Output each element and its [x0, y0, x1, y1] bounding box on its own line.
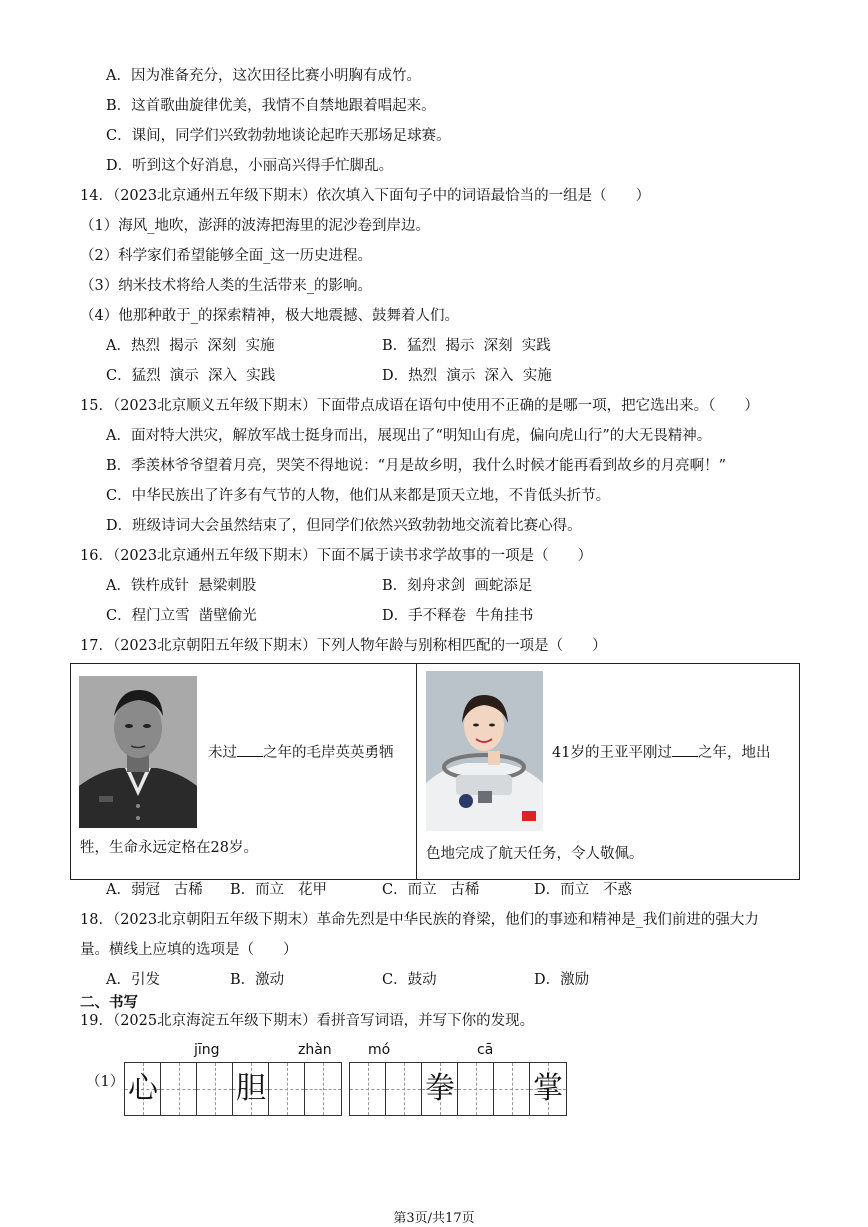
- q19-stem: 19．（2025北京海淀五年级下期末）看拼音写词语，并写下你的发现。: [80, 1013, 535, 1029]
- q18-option-d: D．激励: [534, 972, 590, 988]
- writing-cell[interactable]: [386, 1063, 422, 1115]
- q19-pinyin-4: cā: [477, 1042, 494, 1058]
- q16-option-a: A．铁杵成针 悬梁刺股: [106, 578, 257, 594]
- q17-table-divider: [416, 663, 417, 880]
- q18-option-c: C．鼓动: [382, 972, 437, 988]
- q15-option-c: C．中华民族出了许多有气节的人物，他们从来都是顶天立地，不肯低头折节。: [106, 488, 611, 504]
- q16-stem: 16．（2023北京通州五年级下期末）下面不属于读书求学故事的一项是（ ）: [80, 548, 593, 564]
- q19-label: （1）: [86, 1074, 125, 1090]
- q17-stem: 17．（2023北京朝阳五年级下期末）下列人物年龄与别称相匹配的一项是（ ）: [80, 638, 607, 654]
- q17-right-blank: [672, 742, 698, 757]
- q19-pinyin-2: zhàn: [298, 1042, 332, 1058]
- writing-cell[interactable]: [161, 1063, 197, 1115]
- q15-option-d: D．班级诗词大会虽然结束了，但同学们依然兴致勃勃地交流着比赛心得。: [106, 518, 582, 534]
- q19-pinyin-1: jīng: [194, 1042, 220, 1058]
- q17-option-c: C．而立 古稀: [382, 882, 480, 898]
- q17-left-blank: [237, 742, 263, 757]
- q13-option-d: D．听到这个好消息，小丽高兴得手忙脚乱。: [106, 158, 394, 174]
- q14-option-c: C．猛烈 演示 深入 实践: [106, 368, 276, 384]
- q14-sentence-1: （1）海风_地吹，澎湃的波涛把海里的泥沙卷到岸边。: [80, 218, 430, 234]
- q18-stem-line1: 18．（2023北京朝阳五年级下期末）革命先烈是中华民族的脊梁，他们的事迹和精神是_我们前进的强大力: [80, 912, 759, 928]
- q19-char-1: 心: [128, 1071, 158, 1106]
- q19-pinyin-3: mó: [368, 1042, 391, 1058]
- q19-char-2: 胆: [236, 1071, 266, 1106]
- q17-left-pre: 未过: [208, 745, 237, 761]
- q13-option-c: C．课间，同学们兴致勃勃地谈论起昨天那场足球赛。: [106, 128, 451, 144]
- q17-right-pre: 41岁的王亚平刚过: [552, 745, 672, 761]
- q18-option-b: B．激动: [230, 972, 285, 988]
- q18-option-a: A．引发: [106, 972, 160, 988]
- q14-stem: 14．（2023北京通州五年级下期末）依次填入下面句子中的词语最恰当的一组是（ ）: [80, 188, 651, 204]
- section-2-title: 二、书写: [80, 995, 138, 1011]
- q14-option-b: B．猛烈 揭示 深刻 实践: [382, 338, 551, 354]
- q17-left-line1: [208, 742, 394, 763]
- q14-sentence-2: （2）科学家们希望能够全面_这一历史进程。: [80, 248, 372, 264]
- q17-left-post: 之年的毛岸英英勇牺: [263, 745, 394, 761]
- page-footer: 第3页/共17页: [393, 1211, 475, 1226]
- q17-right-post: 之年，地出: [697, 745, 771, 761]
- writing-cell[interactable]: [494, 1063, 530, 1115]
- q14-sentence-3: （3）纳米技术将给人类的生活带来_的影响。: [80, 278, 372, 294]
- q14-option-a: A．热烈 揭示 深刻 实施: [106, 338, 275, 354]
- writing-grid-1: [124, 1062, 342, 1116]
- q15-option-b: B．季羡林爷爷望着月亮，哭笑不得地说：“月是故乡明，我什么时候才能再看到故乡的月亮啊！”: [106, 458, 726, 474]
- q17-left-line2: 牲，生命永远定格在28岁。: [80, 840, 258, 856]
- q16-option-c: C．程门立雪 凿壁偷光: [106, 608, 257, 624]
- writing-cell[interactable]: [197, 1063, 233, 1115]
- q13-option-b: B．这首歌曲旋律优美，我情不自禁地跟着唱起来。: [106, 98, 436, 114]
- q19-char-4: 掌: [533, 1071, 563, 1106]
- q17-right-line2: 色地完成了航天任务，令人敬佩。: [426, 846, 644, 862]
- q14-sentence-4: （4）他那种敢于_的探索精神，极大地震撼、鼓舞着人们。: [80, 308, 459, 324]
- q17-option-b: B．而立 花甲: [230, 882, 327, 898]
- writing-cell[interactable]: [350, 1063, 386, 1115]
- wang-yaping-photo: [426, 671, 543, 831]
- writing-cell[interactable]: [269, 1063, 305, 1115]
- q16-option-d: D．手不释卷 牛角挂书: [382, 608, 534, 624]
- q19-char-3: 拳: [425, 1071, 455, 1106]
- q13-option-a: A．因为准备充分，这次田径比赛小明胸有成竹。: [106, 68, 421, 84]
- q18-stem-line2: 量。横线上应填的选项是（ ）: [80, 942, 298, 958]
- mao-anying-photo: [79, 676, 197, 828]
- q15-stem: 15．（2023北京顺义五年级下期末）下面带点成语在语句中使用不正确的是哪一项，把它选出来。（ ）: [80, 398, 759, 414]
- q16-option-b: B．刻舟求剑 画蛇添足: [382, 578, 533, 594]
- writing-cell[interactable]: [458, 1063, 494, 1115]
- q17-right-line1: [552, 742, 770, 763]
- q17-option-a: A．弱冠 古稀: [106, 882, 203, 898]
- writing-cell[interactable]: [305, 1063, 341, 1115]
- writing-grid-2: [349, 1062, 567, 1116]
- q14-option-d: D．热烈 演示 深入 实施: [382, 368, 552, 384]
- q15-option-a: A．面对特大洪灾，解放军战士挺身而出，展现出了“明知山有虎，偏向虎山行”的大无畏精神。: [106, 428, 712, 444]
- q17-option-d: D．而立 不惑: [534, 882, 632, 898]
